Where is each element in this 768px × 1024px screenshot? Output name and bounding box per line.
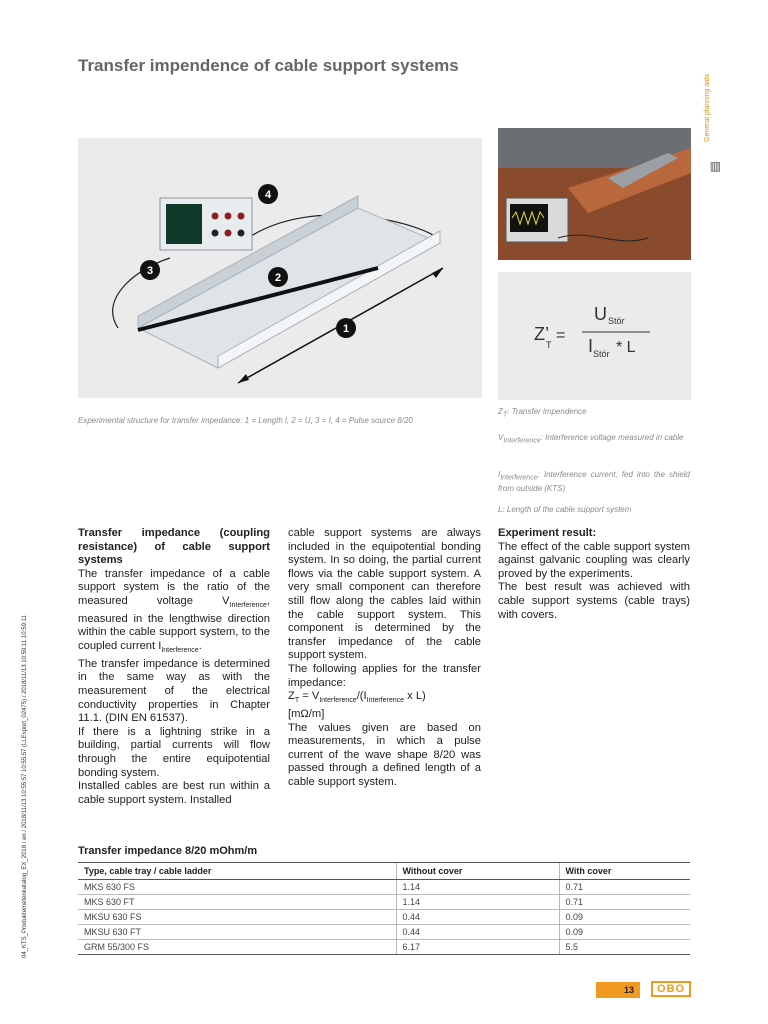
table-row — [78, 880, 690, 895]
cell-type: MKSU 630 FT — [78, 925, 396, 940]
formula-denominator: I — [588, 336, 594, 356]
column-header: Without cover — [396, 863, 559, 880]
cell-with-cover: 0.71 — [559, 880, 690, 895]
label-1: 1 — [342, 323, 350, 335]
generator-knob — [212, 230, 219, 237]
obo-logo: OBO — [651, 981, 691, 997]
generator-knob — [225, 213, 232, 220]
generator-knob — [212, 213, 219, 220]
formula-lhs: Z’ — [534, 324, 549, 344]
column-header: Type, cable tray / cable ladder — [78, 863, 396, 880]
paragraph: The values given are based on measurements, in which a pulse current of the wave shape 8/20 was passed through a defined length of a cable support system. — [288, 721, 481, 788]
legend-item: L: Length of the cable support system — [498, 505, 632, 514]
side-section-label — [704, 62, 718, 142]
cell-with-cover: 0.09 — [559, 910, 690, 925]
lab-photo-drawing — [498, 128, 691, 260]
formula-box — [498, 272, 691, 400]
production-footer-text: 04_KTS_Produktemetenkatalog_EX_2018 / en / 2018/11/13 10:55:57 10:55:57 (LLExport_02475) / 2018/11/13 10:59:11 10:59:11 — [22, 615, 28, 958]
table-row — [78, 910, 690, 925]
experiment-illustration — [78, 138, 482, 398]
impedance-table — [78, 862, 690, 955]
label-4: 4 — [264, 189, 272, 201]
paragraph: The following applies for the transfer impedance: — [288, 662, 481, 689]
formula-drawing — [498, 272, 691, 400]
oscilloscope-screen — [510, 204, 548, 232]
paragraph: Installed cables are best run within a cable support system. Installed — [78, 780, 270, 806]
length-arrow-head-b — [432, 268, 443, 278]
cell-with-cover: 5.5 — [559, 940, 690, 955]
text-column-1 — [78, 527, 270, 807]
text-column-3 — [498, 527, 690, 622]
side-section-text: General planning aids — [704, 73, 711, 142]
generator-screen — [166, 204, 202, 244]
paragraph: The transfer impedance is determined in the same way as with the measurement of the electrical conductivity properties in Chapter 11.1. (DIN EN 61537). — [78, 657, 270, 725]
cell-without-cover: 1.14 — [396, 895, 559, 910]
cell-type: MKS 630 FT — [78, 895, 396, 910]
formula-denominator-sub: Stör — [593, 349, 610, 359]
cell-without-cover: 1.14 — [396, 880, 559, 895]
formula-lhs-sub: T — [546, 340, 552, 350]
cell-without-cover: 0.44 — [396, 925, 559, 940]
table-title: Transfer impedance 8/20 mOhm/m — [78, 845, 258, 857]
label-3: 3 — [146, 265, 154, 277]
generator-knob — [238, 230, 245, 237]
formula-equals: = — [556, 327, 566, 344]
section-heading: Transfer impedance (coupling resistance) of cable support systems — [78, 527, 270, 567]
cell-without-cover: 0.44 — [396, 910, 559, 925]
legend-item: $V_{Interference}$: Interference voltage measured in cable — [498, 433, 684, 445]
cell-type: MKSU 630 FS — [78, 910, 396, 925]
production-footer — [22, 528, 36, 960]
paragraph: The effect of the cable support system against galvanic coupling was clearly proved by the experiments. — [498, 540, 690, 580]
lab-photo — [498, 128, 691, 260]
formula-inline: $Z_T = V_{Interference}/(I_{Interference}$ x L) — [288, 690, 426, 705]
paragraph: The best result was achieved with cable support systems (cable trays) with covers. — [498, 581, 690, 621]
formula-numerator: U — [594, 304, 607, 324]
table-row — [78, 940, 690, 955]
page-title: Transfer impendence of cable support systems — [78, 56, 459, 75]
cell-type: MKS 630 FS — [78, 880, 396, 895]
formula-unit: [mΩ/m] — [288, 707, 325, 720]
legend-item: $Z_T$: Transfer impendence — [498, 407, 587, 419]
label-2: 2 — [274, 272, 282, 284]
section-tab-icon: ▤ — [707, 161, 722, 173]
figure-caption: Experimental structure for transfer impedance: 1 = Length l, 2 = U, 3 = I, 4 = Pulse source 8/20 — [78, 416, 413, 425]
legend-item: $I_{Interference}$: Interference current, fed into the shield from outside (KTS) — [498, 470, 690, 493]
generator-knob — [238, 213, 245, 220]
paragraph: If there is a lightning strike in a building, partial currents will flow through the entire equipotential bonding system. — [78, 725, 270, 779]
paragraph: cable support systems are always included in the equipotential bonding system. In so doing, the partial current flows via the cable support system. A very small component can therefore still flow along the cables laid within the cable support system. This component is determined by the transfer impedance of the cable support system. — [288, 527, 481, 662]
formula-numerator-sub: Stör — [608, 316, 625, 326]
page-number: 13 — [596, 982, 640, 998]
paragraph: The transfer impedance of a cable support system is the ratio of the measured voltage $V_{Interference}$, measured in the lengthwise direction within the cable support system, to the coupled current $I_{Interference}$. — [78, 567, 270, 655]
cell-with-cover: 0.71 — [559, 895, 690, 910]
table-row — [78, 925, 690, 940]
formula-denominator-tail: * L — [616, 339, 636, 356]
cell-type: GRM 55/300 FS — [78, 940, 396, 955]
column-header: With cover — [559, 863, 690, 880]
table-header-row — [78, 863, 690, 880]
cable-tray-drawing — [78, 138, 482, 398]
cell-without-cover: 6.17 — [396, 940, 559, 955]
length-arrow-head-a — [238, 374, 249, 383]
section-heading: Experiment result: — [498, 527, 597, 539]
generator-knob — [225, 230, 232, 237]
cell-with-cover: 0.09 — [559, 925, 690, 940]
text-column-2 — [288, 527, 481, 790]
table-row — [78, 895, 690, 910]
